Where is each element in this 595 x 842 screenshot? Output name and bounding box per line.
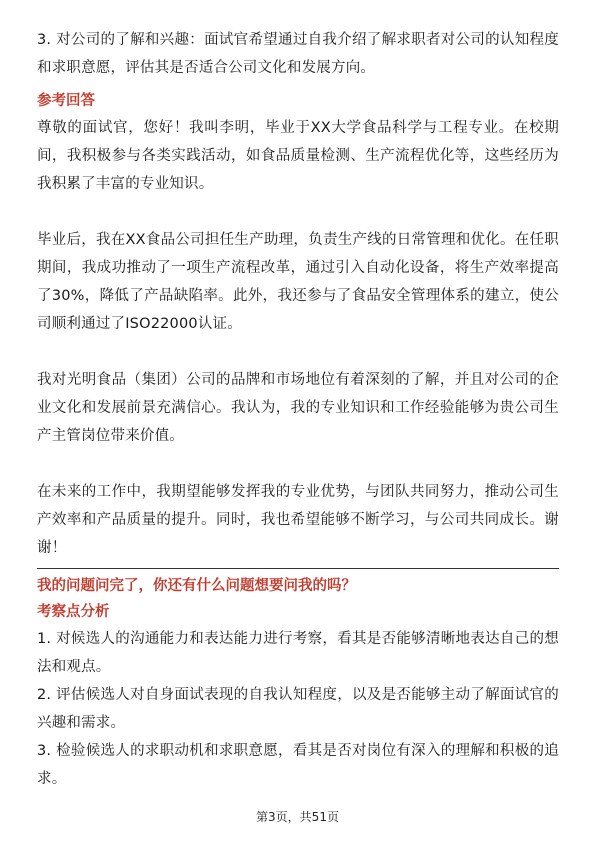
analysis-point: 2. 评估候选人对自身面试表现的自我认知程度，以及是否能够主动了解面试官的兴趣和需求。 (37, 687, 559, 731)
analysis-heading: 考察点分析 (37, 604, 110, 620)
question-title: 我的问题问完了，你还有什么问题想要问我的吗？ (37, 578, 356, 594)
intro-point-3: 3. 对公司的了解和兴趣：面试官希望通过自我介绍了解求职者对公司的认知程度和求职意愿，评估其是否适合公司文化和发展方向。 (37, 32, 559, 76)
paragraph-spacer (37, 338, 559, 366)
paragraph-spacer (37, 450, 559, 478)
answer-heading: 参考回答 (37, 93, 95, 109)
analysis-point: 1. 对候选人的沟通能力和表达能力进行考察，看其是否能够清晰地表达自己的想法和观点。 (37, 631, 559, 675)
answer-paragraph: 毕业后，我在XX食品公司担任生产助理，负责生产线的日常管理和优化。在任职期间，我成功推动了一项生产流程改革，通过引入自动化设备，将生产效率提高了30%，降低了产品缺陷率。此外，我还参与了食品安全管理体系的建立，使公司顺利通过了ISO22000认证。 (37, 232, 559, 332)
section-divider (37, 568, 559, 569)
answer-paragraph: 在未来的工作中，我期望能够发挥我的专业优势，与团队共同努力，推动公司生产效率和产品质量的提升。同时，我也希望能够不断学习，与公司共同成长。谢谢！ (37, 484, 559, 556)
paragraph-spacer (37, 198, 559, 226)
answer-paragraph: 我对光明食品（集团）公司的品牌和市场地位有着深刻的了解，并且对公司的企业文化和发展前景充满信心。我认为，我的专业知识和工作经验能够为贵公司生产主管岗位带来价值。 (37, 372, 559, 444)
document-page (37, 26, 559, 793)
analysis-point: 3. 检验候选人的求职动机和求职意愿，看其是否对岗位有深入的理解和积极的追求。 (37, 743, 559, 787)
page-number: 第3页，共51页 (256, 810, 339, 824)
answer-paragraph: 尊敬的面试官，您好！我叫李明，毕业于XX大学食品科学与工程专业。在校期间，我积极参与各类实践活动，如食品质量检测、生产流程优化等，这些经历为我积累了丰富的专业知识。 (37, 120, 559, 192)
